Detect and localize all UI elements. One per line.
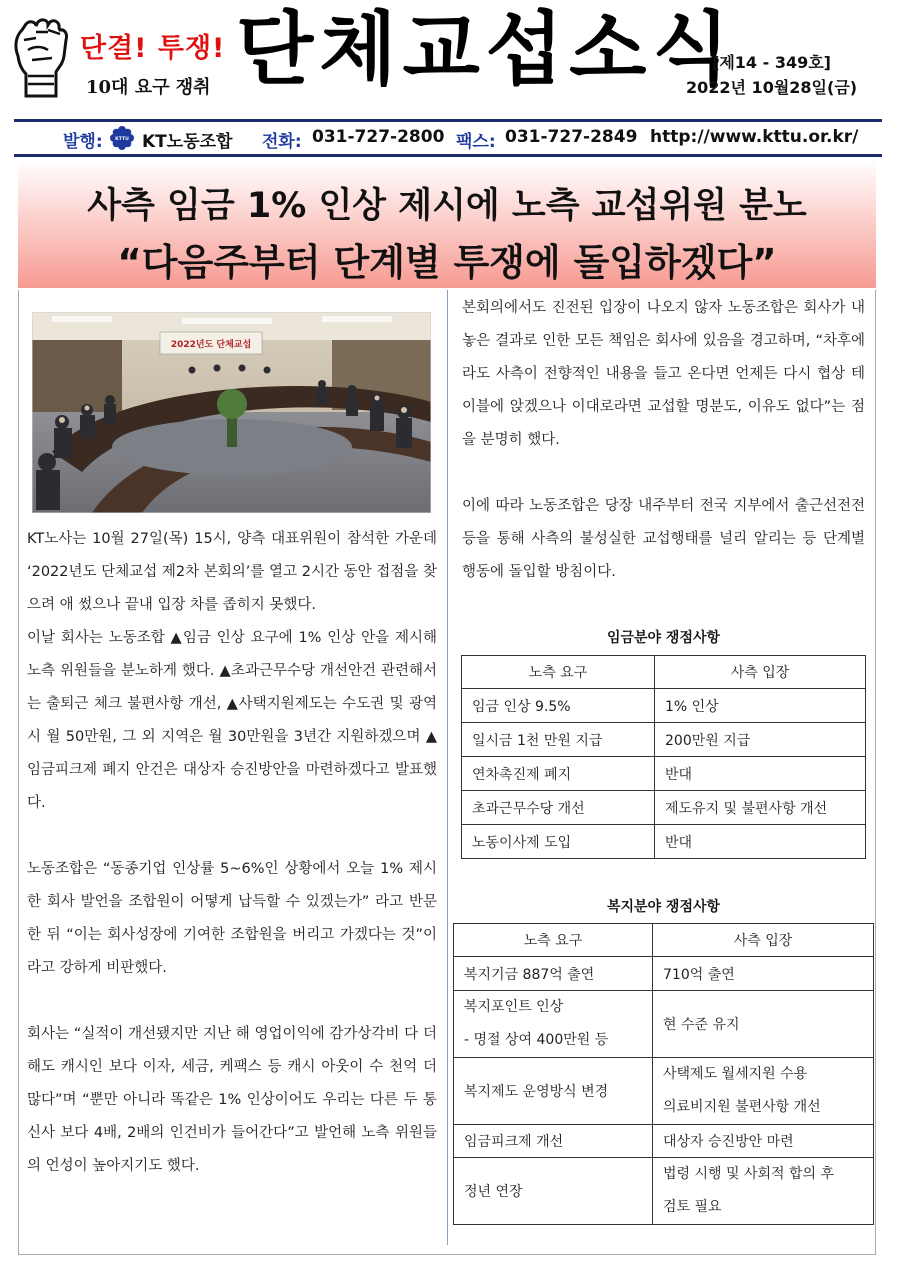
right-column bbox=[462, 292, 865, 589]
article-paragraph-1: KT노사는 10월 27일(목) 15시, 양측 대표위원이 참석한 가운데 ‘2022년도 단체교섭 제2차 본회의’를 열고 2시간 동안 접점을 찾으려 애 썼으나 끝내 입장 차를 좁히지 못했다. bbox=[27, 531, 437, 613]
table-header-row bbox=[454, 924, 874, 957]
table-cell: 200만원 지급 bbox=[655, 723, 866, 757]
fax-number: 031-727-2849 bbox=[505, 127, 638, 147]
website-url[interactable]: http://www.kttu.or.kr/ bbox=[650, 127, 859, 147]
raised-fist-icon bbox=[8, 16, 70, 98]
table-header-cell: 노측 요구 bbox=[462, 656, 655, 689]
headline-line2: “다음주부터 단계별 투쟁에 돌입하겠다” bbox=[117, 241, 777, 284]
table-cell: 710억 출연 bbox=[653, 957, 874, 991]
column-divider bbox=[447, 290, 448, 1245]
article-paragraph-6: 이에 따라 노동조합은 당장 내주부터 전국 지부에서 출근선전전 등을 통해 사측의 불성실한 교섭행태를 널리 알리는 등 단계별 행동에 돌입할 방침이다. bbox=[462, 498, 865, 580]
article-paragraph-4: 회사는 “실적이 개선됐지만 지난 해 영업이익에 감가상각비 다 더해도 캐시인 보다 이자, 세금, 케팩스 등 캐시 아웃이 수 천억 더 많다”며 “뿐만 아니라 똑같은 1% 인상이어도 우리는 다른 두 통신사 보다 4배, 2배의 인건비가 들어간다”고 발언해 노측 위원들의 언성이 높아지기도 했다. bbox=[27, 1026, 437, 1174]
logo-text: KTTU bbox=[115, 136, 129, 142]
table-row bbox=[454, 957, 874, 991]
table-row bbox=[454, 1158, 874, 1225]
top-rule bbox=[14, 119, 882, 122]
slogan-line2: 10대 요구 쟁취 bbox=[86, 77, 211, 98]
phone-number: 031-727-2800 bbox=[312, 127, 445, 147]
table-cell-line: 법령 시행 및 사회적 합의 후 bbox=[663, 1166, 835, 1182]
table-header-cell: 사측 입장 bbox=[653, 924, 874, 957]
table-row bbox=[454, 991, 874, 1058]
table-cell-line: 의료비지원 불편사항 개선 bbox=[663, 1099, 821, 1115]
issue-number: [제14 - 349호] bbox=[712, 53, 831, 72]
fax-label: 팩스: bbox=[456, 132, 496, 152]
headline-line1: 사측 임금 1% 인상 제시에 노측 교섭위원 분노 bbox=[87, 186, 807, 226]
photo-banner-text: 2022년도 단체교섭 bbox=[170, 340, 252, 350]
wage-table-title: 임금분야 쟁점사항 bbox=[606, 630, 721, 646]
bottom-rule bbox=[14, 154, 882, 157]
table-cell bbox=[454, 991, 653, 1058]
table-cell: 1% 인상 bbox=[655, 689, 866, 723]
table-cell: 정년 연장 bbox=[454, 1158, 653, 1225]
table-cell: 반대 bbox=[655, 825, 866, 859]
headline-box bbox=[18, 160, 876, 288]
table-cell-line: - 명절 상여 400만원 등 bbox=[464, 1032, 609, 1048]
table-row bbox=[462, 689, 866, 723]
table-cell bbox=[653, 1058, 874, 1125]
slogan-line1: 단결! 투쟁! bbox=[80, 33, 226, 64]
publisher-bar bbox=[0, 125, 899, 153]
table-header-cell: 노측 요구 bbox=[454, 924, 653, 957]
table-cell: 현 수준 유지 bbox=[653, 991, 874, 1058]
table-cell: 제도유지 및 불편사항 개선 bbox=[655, 791, 866, 825]
left-column bbox=[27, 523, 437, 1183]
table-cell: 연차촉진제 폐지 bbox=[462, 757, 655, 791]
meeting-photo bbox=[32, 312, 431, 513]
kttu-logo-icon bbox=[110, 126, 134, 150]
table-cell: 일시금 1천 만원 지급 bbox=[462, 723, 655, 757]
table-cell-line: 사택제도 월세지원 수용 bbox=[663, 1066, 808, 1082]
table-row bbox=[462, 825, 866, 859]
table-cell: 임금 인상 9.5% bbox=[462, 689, 655, 723]
welfare-table-title: 복지분야 쟁점사항 bbox=[606, 899, 721, 915]
table-cell: 노동이사제 도입 bbox=[462, 825, 655, 859]
article-paragraph-2: 이날 회사는 노동조합 ▲임금 인상 요구에 1% 인상 안을 제시해 노측 위원들을 분노하게 했다. ▲초과근무수당 개선안건 관련해서는 출퇴근 체크 불편사항 개선, ▲사택지원제도는 수도권 및 광역시 월 50만원, 그 외 지역은 월 30만원을 3년간 지원하겠으며 ▲임금피크제 폐지 안건은 대상자 승진방안을 마련하겠다고 발표했다. bbox=[27, 630, 437, 811]
table-row bbox=[462, 723, 866, 757]
table-cell-line: 복지포인트 인상 bbox=[464, 999, 564, 1015]
publisher-label: 발행: bbox=[63, 132, 103, 152]
table-cell: 임금피크제 개선 bbox=[454, 1125, 653, 1158]
table-row bbox=[454, 1058, 874, 1125]
table-header-cell: 사측 입장 bbox=[655, 656, 866, 689]
table-row bbox=[462, 757, 866, 791]
table-cell: 복지제도 운영방식 변경 bbox=[454, 1058, 653, 1125]
wage-issues-table bbox=[461, 655, 866, 859]
table-cell-line: 검토 필요 bbox=[663, 1199, 722, 1215]
table-row bbox=[454, 1125, 874, 1158]
issue-date: 2022년 10월28일(금) bbox=[686, 78, 858, 97]
newsletter-title: 단체교섭소식 bbox=[236, 3, 736, 96]
table-row bbox=[462, 791, 866, 825]
article-paragraph-3: 노동조합은 “동종기업 인상률 5~6%인 상황에서 오늘 1% 제시한 회사 발언을 조합원이 어떻게 납득할 수 있겠는가” 라고 반문한 뒤 “이는 회사성장에 기여한 조합원을 버리고 가겠다는 것”이라고 강하게 비판했다. bbox=[27, 861, 437, 976]
table-cell: 대상자 승진방안 마련 bbox=[653, 1125, 874, 1158]
table-cell bbox=[653, 1158, 874, 1225]
table-header-row bbox=[462, 656, 866, 689]
welfare-issues-table bbox=[453, 923, 874, 1225]
table-cell: 복지기금 887억 출연 bbox=[454, 957, 653, 991]
table-cell: 초과근무수당 개선 bbox=[462, 791, 655, 825]
table-cell: 반대 bbox=[655, 757, 866, 791]
publisher-name: KT노동조합 bbox=[142, 132, 233, 152]
article-paragraph-5: 본회의에서도 진전된 입장이 나오지 않자 노동조합은 회사가 내놓은 결과로 인한 모든 책임은 회사에 있음을 경고하며, “차후에라도 사측이 전향적인 내용을 들고 온다면 언제든 다시 협상 테이블에 앉겠으나 이대로라면 교섭할 명분도, 이유도 없다”는 점을 분명히 했다. bbox=[462, 300, 865, 448]
phone-label: 전화: bbox=[262, 132, 302, 152]
